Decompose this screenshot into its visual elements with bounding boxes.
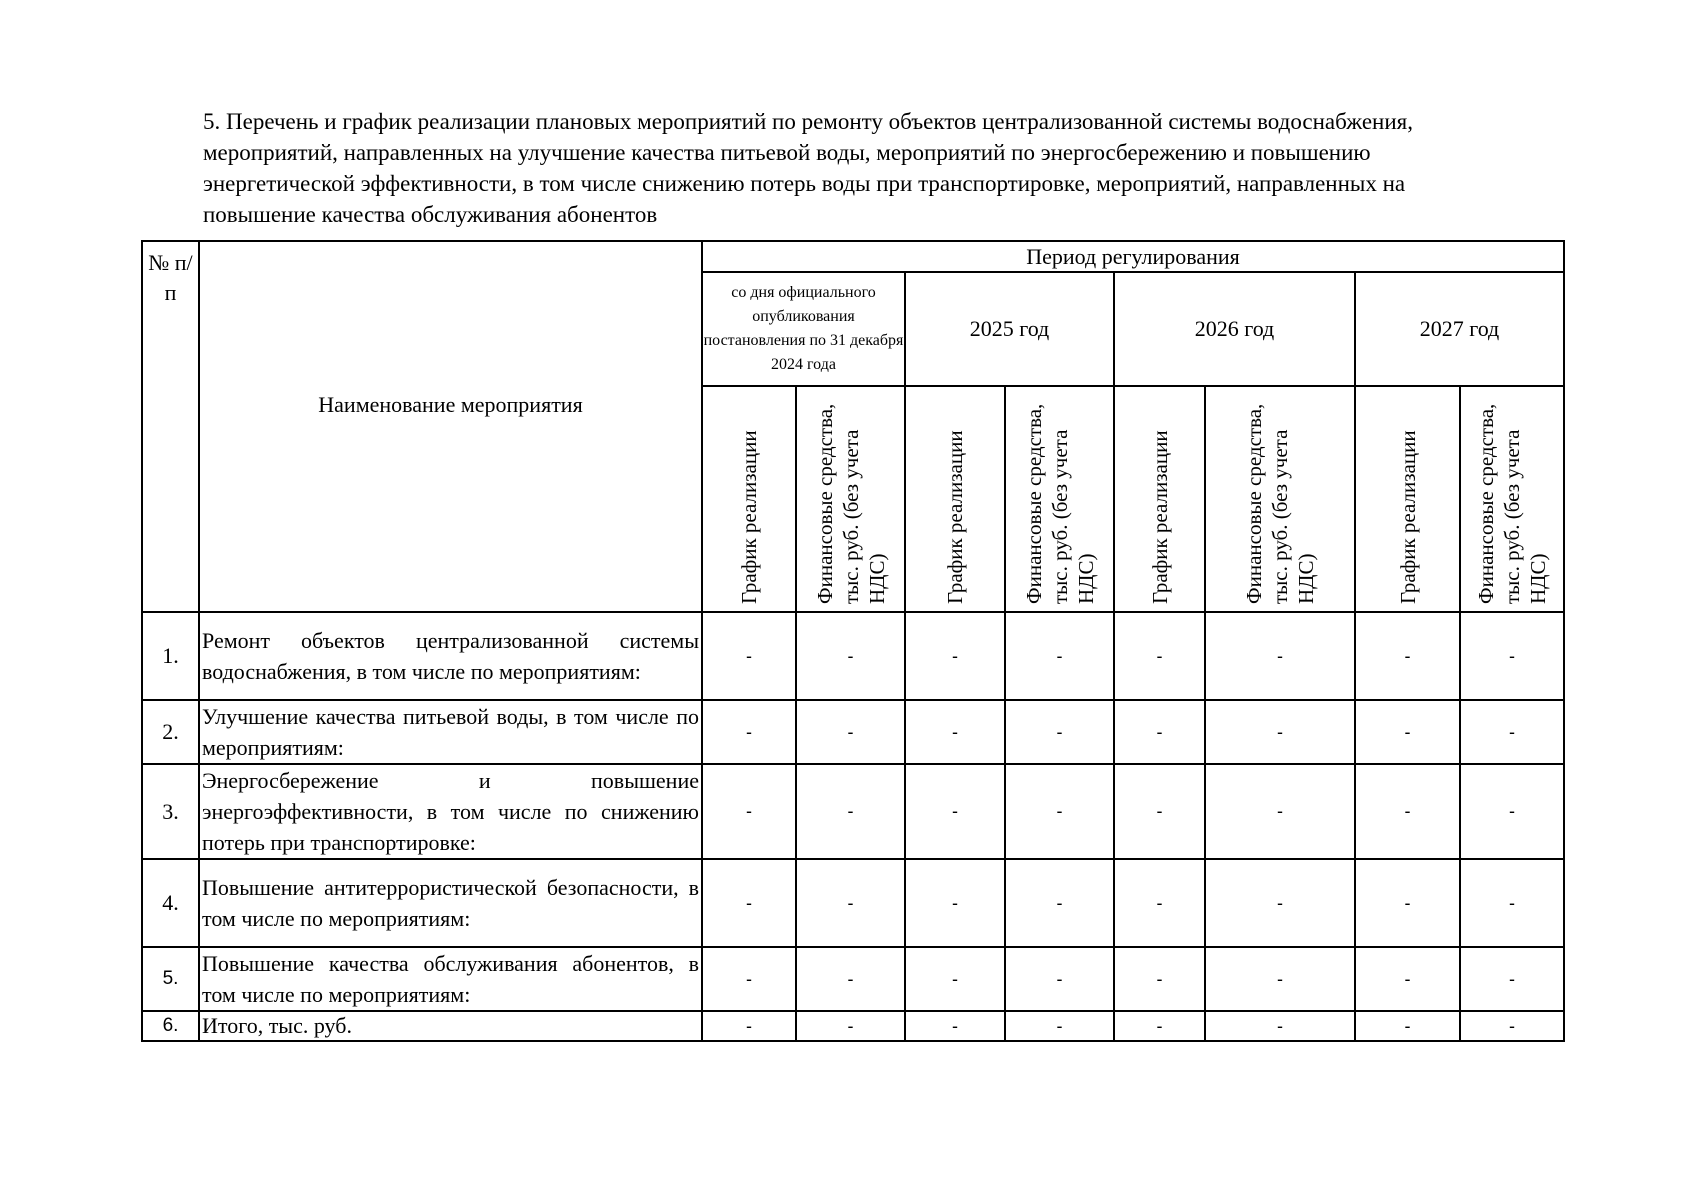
subheader-finance-2025 — [1005, 386, 1114, 612]
subheader-label: Финансовые средства, тыс. руб. (без учета НДС) — [1242, 403, 1318, 604]
cell-value: - — [1355, 859, 1460, 947]
row-measure-name: Улучшение качества питьевой воды, в том числе по мероприятиям: — [199, 700, 702, 764]
cell-value: - — [1114, 1011, 1205, 1041]
subheader-schedule-2024 — [702, 386, 796, 612]
subheader-label: График реализации — [943, 430, 967, 604]
cell-value: - — [702, 764, 796, 859]
header-period-2026: 2026 год — [1114, 272, 1355, 386]
cell-value: - — [1355, 947, 1460, 1011]
cell-value: - — [1005, 612, 1114, 700]
cell-value: - — [1355, 764, 1460, 859]
row-number: 4. — [142, 859, 199, 947]
cell-value: - — [1205, 859, 1355, 947]
row-number: 3. — [142, 764, 199, 859]
subheader-finance-2027 — [1460, 386, 1564, 612]
header-period-2025: 2025 год — [905, 272, 1114, 386]
cell-value: - — [1460, 859, 1564, 947]
cell-value: - — [1205, 612, 1355, 700]
subheader-label: Финансовые средства, тыс. руб. (без учета НДС) — [812, 403, 889, 604]
table-row — [142, 947, 1564, 1011]
cell-value: - — [702, 612, 796, 700]
header-measure-name: Наименование мероприятия — [199, 241, 702, 612]
cell-value: - — [1114, 700, 1205, 764]
cell-value: - — [1005, 859, 1114, 947]
header-period-2024: со дня официального опубликования постановления по 31 декабря 2024 года — [702, 272, 905, 386]
cell-value: - — [1205, 764, 1355, 859]
cell-value: - — [1005, 700, 1114, 764]
cell-value: - — [1205, 1011, 1355, 1041]
cell-value: - — [1355, 612, 1460, 700]
row-number: 6. — [142, 1011, 199, 1041]
subheader-label: График реализации — [1395, 430, 1420, 604]
cell-value: - — [905, 764, 1005, 859]
cell-value: - — [905, 700, 1005, 764]
row-number: 5. — [142, 947, 199, 1011]
cell-value: - — [702, 947, 796, 1011]
cell-value: - — [1205, 947, 1355, 1011]
cell-value: - — [1460, 612, 1564, 700]
subheader-schedule-2026 — [1114, 386, 1205, 612]
cell-value: - — [1005, 1011, 1114, 1041]
cell-value: - — [1205, 700, 1355, 764]
cell-value: - — [796, 859, 905, 947]
subheader-label: График реализации — [1147, 430, 1172, 604]
subheader-label: Финансовые средства, тыс. руб. (без учета НДС) — [1021, 403, 1098, 604]
row-measure-name: Ремонт объектов централизованной системы водоснабжения, в том числе по мероприятиям: — [199, 612, 702, 700]
subheader-label: График реализации — [737, 430, 761, 604]
cell-value: - — [1114, 612, 1205, 700]
cell-value: - — [905, 947, 1005, 1011]
cell-value: - — [1460, 947, 1564, 1011]
cell-value: - — [1355, 700, 1460, 764]
cell-value: - — [1355, 1011, 1460, 1041]
cell-value: - — [1460, 700, 1564, 764]
cell-value: - — [1460, 1011, 1564, 1041]
measures-table — [141, 240, 1565, 1042]
cell-value: - — [1005, 764, 1114, 859]
cell-value: - — [702, 1011, 796, 1041]
row-measure-name: Итого, тыс. руб. — [199, 1011, 702, 1041]
table-row — [142, 612, 1564, 700]
cell-value: - — [796, 764, 905, 859]
cell-value: - — [796, 612, 905, 700]
header-period-2027: 2027 год — [1355, 272, 1564, 386]
table-row — [142, 764, 1564, 859]
section-heading: 5. Перечень и график реализации плановых мероприятий по ремонту объектов централизованной системы водоснабжения, мероприятий, направленных на улучшение качества питьевой воды, мероприятий по энергосбережению и повышению энергетической эффективности, в том числе снижению потерь воды при транспортировке, мероприятий, направленных на повышение качества обслуживания абонентов — [203, 109, 1414, 227]
row-measure-name: Энергосбережение и повышение энергоэффективности, в том числе по снижению потерь при транспортировке: — [199, 764, 702, 859]
row-number: 2. — [142, 700, 199, 764]
row-measure-name: Повышение антитеррористической безопасности, в том числе по мероприятиям: — [199, 859, 702, 947]
cell-value: - — [905, 1011, 1005, 1041]
header-number: № п/п — [142, 241, 199, 612]
cell-value: - — [702, 700, 796, 764]
cell-value: - — [796, 700, 905, 764]
table-row-total — [142, 1011, 1564, 1041]
header-regulation-period: Период регулирования — [702, 241, 1564, 272]
cell-value: - — [1460, 764, 1564, 859]
cell-value: - — [1114, 764, 1205, 859]
subheader-schedule-2025 — [905, 386, 1005, 612]
subheader-finance-2024 — [796, 386, 905, 612]
cell-value: - — [1114, 947, 1205, 1011]
cell-value: - — [1114, 859, 1205, 947]
row-number: 1. — [142, 612, 199, 700]
cell-value: - — [905, 859, 1005, 947]
cell-value: - — [1005, 947, 1114, 1011]
cell-value: - — [905, 612, 1005, 700]
subheader-schedule-2027 — [1355, 386, 1460, 612]
table-row — [142, 859, 1564, 947]
row-measure-name: Повышение качества обслуживания абонентов, в том числе по мероприятиям: — [199, 947, 702, 1011]
subheader-finance-2026 — [1205, 386, 1355, 612]
table-row — [142, 700, 1564, 764]
subheader-label: Финансовые средства, тыс. руб. (без учета НДС) — [1474, 403, 1550, 604]
cell-value: - — [702, 859, 796, 947]
cell-value: - — [796, 1011, 905, 1041]
cell-value: - — [796, 947, 905, 1011]
